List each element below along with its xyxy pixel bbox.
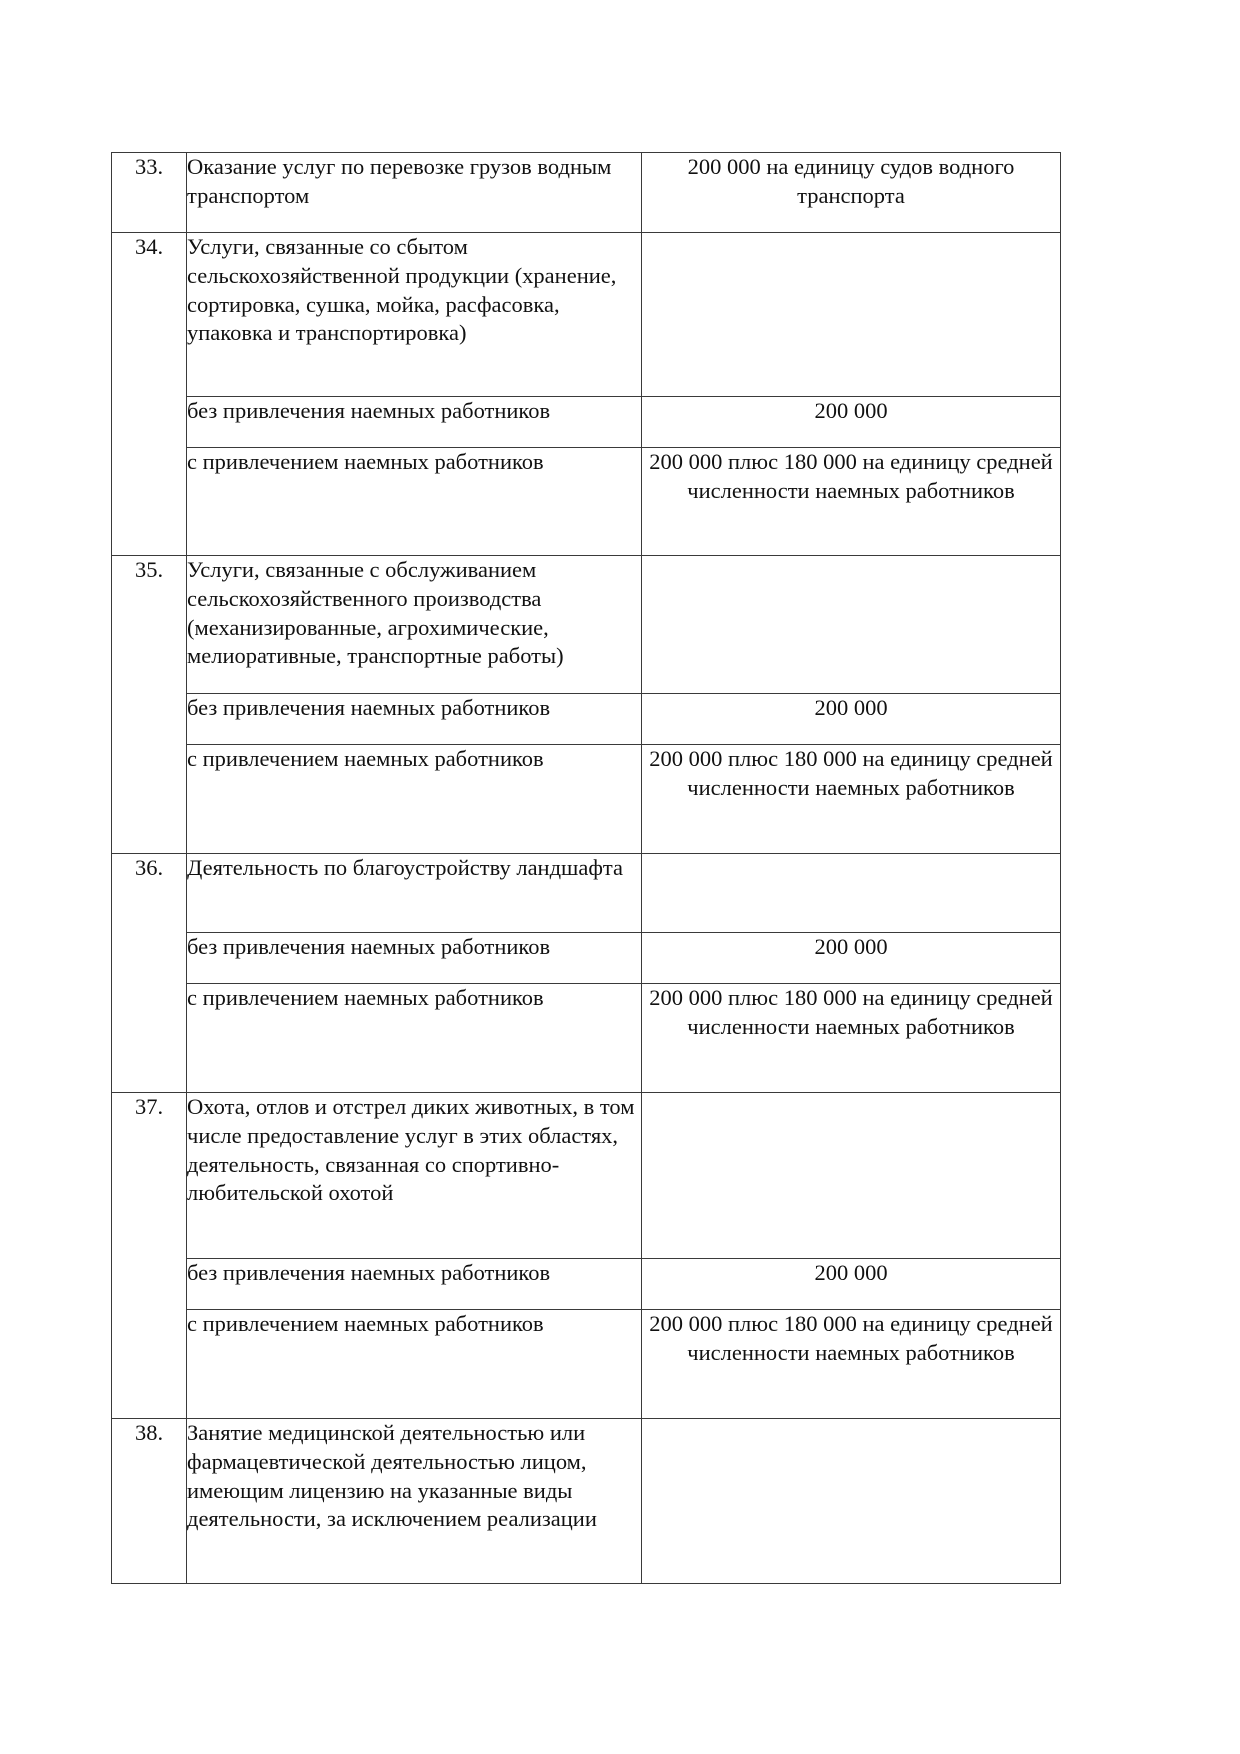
- subrow-value: 200 000: [642, 1259, 1061, 1310]
- row-number: 35.: [112, 556, 187, 854]
- table-subrow: [112, 1310, 1061, 1419]
- row-value: 200 000 на единицу судов водного транспорта: [642, 153, 1061, 233]
- row-description: Охота, отлов и отстрел диких животных, в том числе предоставление услуг в этих областях, деятельность, связанная со спортивно-любительской охотой: [187, 1093, 642, 1259]
- row-number: 38.: [112, 1419, 187, 1584]
- subrow-value: 200 000 плюс 180 000 на единицу средней численности наемных работников: [642, 1310, 1061, 1419]
- table-row-33: [112, 153, 1061, 233]
- subrow-value: 200 000 плюс 180 000 на единицу средней численности наемных работников: [642, 984, 1061, 1093]
- subrow-description: без привлечения наемных работников: [187, 397, 642, 448]
- table-subrow: [112, 745, 1061, 854]
- row-description: Услуги, связанные со сбытом сельскохозяйственной продукции (хранение, сортировка, сушка, мойка, расфасовка, упаковка и транспортировка): [187, 233, 642, 397]
- subrow-value: 200 000: [642, 933, 1061, 984]
- subrow-description: без привлечения наемных работников: [187, 694, 642, 745]
- subrow-value: 200 000: [642, 397, 1061, 448]
- row-value: [642, 1093, 1061, 1259]
- table-row-38: [112, 1419, 1061, 1584]
- table-row-36: [112, 854, 1061, 933]
- row-number: 33.: [112, 153, 187, 233]
- table-subrow: [112, 694, 1061, 745]
- row-number: 36.: [112, 854, 187, 1093]
- row-number: 37.: [112, 1093, 187, 1419]
- subrow-description: с привлечением наемных работников: [187, 448, 642, 556]
- subrow-value: 200 000 плюс 180 000 на единицу средней численности наемных работников: [642, 745, 1061, 854]
- subrow-value: 200 000: [642, 694, 1061, 745]
- subrow-description: с привлечением наемных работников: [187, 1310, 642, 1419]
- subrow-description: с привлечением наемных работников: [187, 984, 642, 1093]
- row-value: [642, 233, 1061, 397]
- row-value: [642, 854, 1061, 933]
- row-description: Деятельность по благоустройству ландшафта: [187, 854, 642, 933]
- table-subrow: [112, 397, 1061, 448]
- subrow-description: без привлечения наемных работников: [187, 1259, 642, 1310]
- row-description: Занятие медицинской деятельностью или фармацевтической деятельностью лицом, имеющим лицензию на указанные виды деятельности, за исключением реализации: [187, 1419, 642, 1584]
- subrow-description: с привлечением наемных работников: [187, 745, 642, 854]
- row-value: [642, 1419, 1061, 1584]
- row-description: Оказание услуг по перевозке грузов водным транспортом: [187, 153, 642, 233]
- subrow-value: 200 000 плюс 180 000 на единицу средней численности наемных работников: [642, 448, 1061, 556]
- row-value: [642, 556, 1061, 694]
- table-row-37: [112, 1093, 1061, 1259]
- table-subrow: [112, 448, 1061, 556]
- row-description: Услуги, связанные с обслуживанием сельскохозяйственного производства (механизированные, агрохимические, мелиоративные, транспортные работы): [187, 556, 642, 694]
- table-subrow: [112, 933, 1061, 984]
- table-subrow: [112, 1259, 1061, 1310]
- row-number: 34.: [112, 233, 187, 556]
- subrow-description: без привлечения наемных работников: [187, 933, 642, 984]
- tax-rates-table: [111, 152, 1061, 1584]
- table-row-34: [112, 233, 1061, 397]
- table-subrow: [112, 984, 1061, 1093]
- table-row-35: [112, 556, 1061, 694]
